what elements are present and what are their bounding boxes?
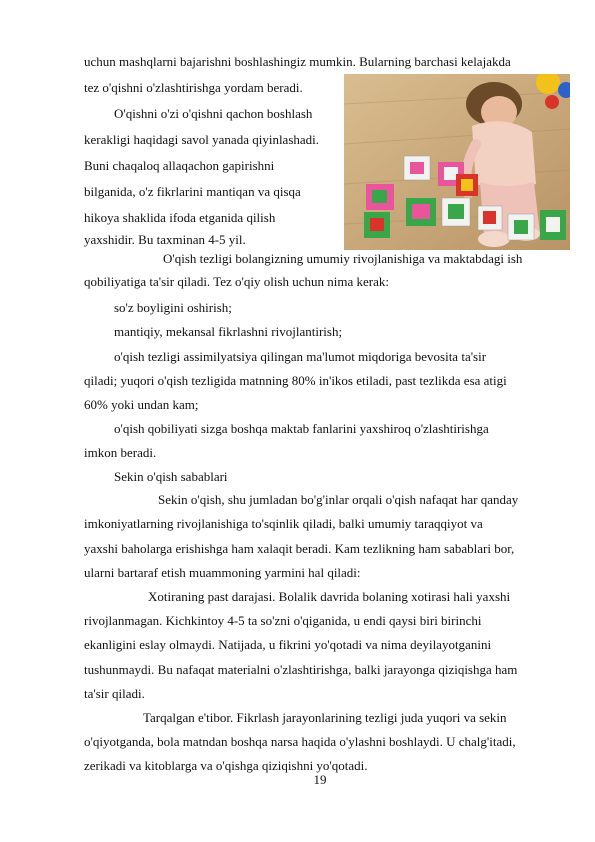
- letter-cube: [540, 210, 566, 240]
- text-line: Buni chaqaloq allaqachon gapirishni: [84, 158, 275, 173]
- text-line: O'qish tezligi bolangizning umumiy rivojlanishiga va maktabdagi ish: [163, 251, 523, 266]
- list-item: o'qish tezligi assimilyatsiya qilingan ma'lumot miqdoriga bevosita ta'sir: [114, 349, 487, 364]
- text-line: Xotiraning past darajasi. Bolalik davrida bolaning xotirasi hali yaxshi: [148, 589, 511, 604]
- text-line: kerakligi haqidagi savol yanada qiyinlashadi.: [84, 132, 320, 147]
- text-line: tushunmaydi. Bu nafaqat materialni o'zlashtirishga, balki jarayonga qiziqishga ham: [84, 662, 518, 677]
- letter-cube: [364, 212, 390, 238]
- text-line: rivojlanmagan. Kichkintoy 4-5 ta so'zni o'qiganida, u endi qaysi biri birinchi: [84, 613, 482, 628]
- letter-cube: [442, 198, 470, 226]
- list-item: mantiqiy, mekansal fikrlashni rivojlantirish;: [114, 324, 343, 339]
- text-line: Sekin o'qish, shu jumladan bo'g'inlar orqali o'qish nafaqat har qanday: [158, 492, 519, 507]
- page-number: 19: [313, 772, 327, 787]
- text-line: zerikadi va kitoblarga va o'qishga qiziqishni yo'qotadi.: [84, 758, 368, 773]
- text-line: tez o'qishni o'zlashtirishga yordam beradi.: [84, 80, 303, 95]
- list-item: so'z boyligini oshirish;: [114, 300, 232, 315]
- text-line: O'qishni o'zi o'qishni qachon boshlash: [114, 106, 313, 121]
- list-item: o'qish qobiliyati sizga boshqa maktab fanlarini yaxshiroq o'zlashtirishga: [114, 421, 489, 436]
- letter-cube: [456, 174, 478, 196]
- text-line: imkoniyatlarning rivojlanishiga to'sqinlik qiladi, balki umumiy taraqqiyot va: [84, 516, 483, 531]
- text-line: hikoya shaklida ifoda etganida qilish: [84, 210, 276, 225]
- letter-cube: [508, 214, 534, 240]
- text-line: Tarqalgan e'tibor. Fikrlash jarayonlarining tezligi juda yuqori va sekin: [143, 710, 507, 725]
- text-line: ekanligini eslay olmaydi. Natijada, u fikrini yo'qotadi va nima deyilayotganini: [84, 637, 492, 652]
- text-line: yaxshidir. Bu taxminan 4-5 yil.: [84, 232, 246, 247]
- text-line: qiladi; yuqori o'qish tezligida matnning 80% in'ikos etiladi, past tezlikda esa atigi: [84, 373, 507, 388]
- text-line: imkon beradi.: [84, 445, 157, 460]
- text-line: ularni bartaraf etish muammoning yarmini hal qiladi:: [84, 565, 361, 580]
- letter-cube: [366, 184, 394, 210]
- text-line: bilganida, o'z fikrlarini mantiqan va qisqa: [84, 184, 301, 199]
- text-line: yaxshi baholarga erishishga ham xalaqit beradi. Kam tezlikning ham sabablari bor,: [84, 541, 515, 556]
- text-line: o'qiyotganda, bola matndan boshqa narsa haqida o'ylashni boshlaydi. U chalg'itadi,: [84, 734, 516, 749]
- section-heading: Sekin o'qish sabablari: [114, 469, 228, 484]
- text-line: ta'sir qiladi.: [84, 686, 145, 701]
- text-line: uchun mashqlarni bajarishni boshlashingiz mumkin. Bularning barchasi kelajakda: [84, 54, 511, 69]
- text-line: qobiliyatiga ta'sir qiladi. Tez o'qiy olish uchun nima kerak:: [84, 274, 389, 289]
- letter-cube: [478, 206, 502, 230]
- letter-cube: [406, 198, 436, 226]
- text-line: 60% yoki undan kam;: [84, 397, 199, 412]
- child-with-letter-cubes-photo: [344, 74, 570, 250]
- letter-cube: [404, 156, 430, 180]
